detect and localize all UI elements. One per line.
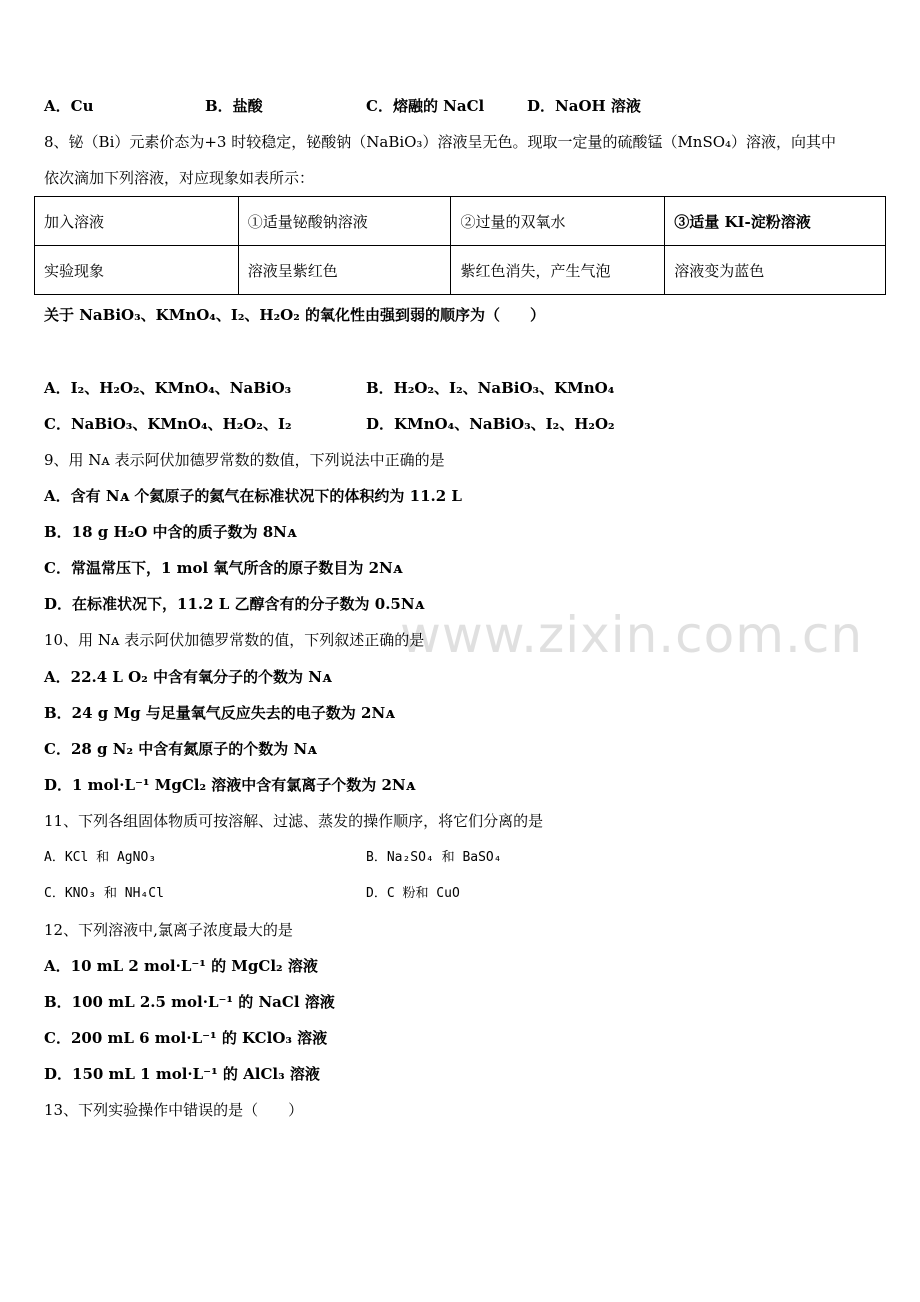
table-row bbox=[35, 246, 886, 295]
q8-option-b: B．H₂O₂、I₂、NaBiO₃、KMnO₄ bbox=[366, 379, 615, 397]
q12-option-b: B．100 mL 2.5 mol·L⁻¹ 的 NaCl 溶液 bbox=[44, 993, 335, 1011]
q12-option-c: C．200 mL 6 mol·L⁻¹ 的 KClO₃ 溶液 bbox=[44, 1029, 328, 1047]
q7-option-a: A．Cu bbox=[44, 97, 94, 115]
q9-option-b: B．18 g H₂O 中含的质子数为 8Nᴀ bbox=[44, 523, 297, 541]
q7-option-c: C．熔融的 NaCl bbox=[366, 97, 485, 115]
q12-stem: 12、下列溶液中,氯离子浓度最大的是 bbox=[44, 921, 293, 939]
q8-stem-line1: 8、铋（Bi）元素价态为+3 时较稳定，铋酸钠（NaBiO₃）溶液呈无色。现取一定量的硫酸锰（MnSO₄）溶液，向其中 bbox=[44, 133, 837, 151]
q9-stem: 9、用 Nᴀ 表示阿伏加德罗常数的数值，下列说法中正确的是 bbox=[44, 451, 445, 469]
q12-option-a: A．10 mL 2 mol·L⁻¹ 的 MgCl₂ 溶液 bbox=[44, 957, 318, 975]
q11-option-d: D．C 粉和 CuO bbox=[366, 886, 460, 901]
table-cell: 溶液呈紫红色 bbox=[238, 246, 451, 295]
experiment-table bbox=[34, 196, 886, 295]
q8-option-c: C．NaBiO₃、KMnO₄、H₂O₂、I₂ bbox=[44, 415, 292, 433]
table-cell: 紫红色消失，产生气泡 bbox=[451, 246, 665, 295]
q10-stem: 10、用 Nᴀ 表示阿伏加德罗常数的值，下列叙述正确的是 bbox=[44, 631, 425, 649]
q11-stem: 11、下列各组固体物质可按溶解、过滤、蒸发的操作顺序，将它们分离的是 bbox=[44, 812, 544, 830]
table-cell: 溶液变为蓝色 bbox=[665, 246, 886, 295]
q8-stem-line2: 依次滴加下列溶液，对应现象如表所示： bbox=[44, 169, 315, 187]
q10-option-d: D．1 mol·L⁻¹ MgCl₂ 溶液中含有氯离子个数为 2Nᴀ bbox=[44, 776, 416, 794]
q12-option-d: D．150 mL 1 mol·L⁻¹ 的 AlCl₃ 溶液 bbox=[44, 1065, 320, 1083]
q11-option-c: C．KNO₃ 和 NH₄Cl bbox=[44, 886, 164, 901]
table-cell: 加入溶液 bbox=[35, 197, 239, 246]
watermark: www.zixin.com.cn bbox=[400, 606, 864, 664]
table-cell: ③适量 KI-淀粉溶液 bbox=[665, 197, 886, 246]
table-row bbox=[35, 197, 886, 246]
q9-option-d: D．在标准状况下，11.2 L 乙醇含有的分子数为 0.5Nᴀ bbox=[44, 595, 425, 613]
q10-option-a: A．22.4 L O₂ 中含有氧分子的个数为 Nᴀ bbox=[44, 668, 332, 686]
table-cell: 实验现象 bbox=[35, 246, 239, 295]
table-cell: ②过量的双氧水 bbox=[451, 197, 665, 246]
q8-option-a: A．I₂、H₂O₂、KMnO₄、NaBiO₃ bbox=[44, 379, 292, 397]
q10-option-b: B．24 g Mg 与足量氧气反应失去的电子数为 2Nᴀ bbox=[44, 704, 395, 722]
q13-stem: 13、下列实验操作中错误的是（ ） bbox=[44, 1101, 304, 1119]
q11-option-a: A．KCl 和 AgNO₃ bbox=[44, 850, 157, 865]
q8-option-d: D．KMnO₄、NaBiO₃、I₂、H₂O₂ bbox=[366, 415, 615, 433]
q9-option-a: A．含有 Nᴀ 个氦原子的氦气在标准状况下的体积约为 11.2 L bbox=[44, 487, 462, 505]
q7-option-d: D．NaOH 溶液 bbox=[527, 97, 641, 115]
q7-option-b: B．盐酸 bbox=[205, 97, 263, 115]
table-cell: ①适量铋酸钠溶液 bbox=[238, 197, 451, 246]
q10-option-c: C．28 g N₂ 中含有氮原子的个数为 Nᴀ bbox=[44, 740, 317, 758]
q9-option-c: C．常温常压下，1 mol 氧气所含的原子数目为 2Nᴀ bbox=[44, 559, 403, 577]
q8-question: 关于 NaBiO₃、KMnO₄、I₂、H₂O₂ 的氧化性由强到弱的顺序为（ ） bbox=[44, 306, 546, 324]
q11-option-b: B．Na₂SO₄ 和 BaSO₄ bbox=[366, 850, 502, 865]
